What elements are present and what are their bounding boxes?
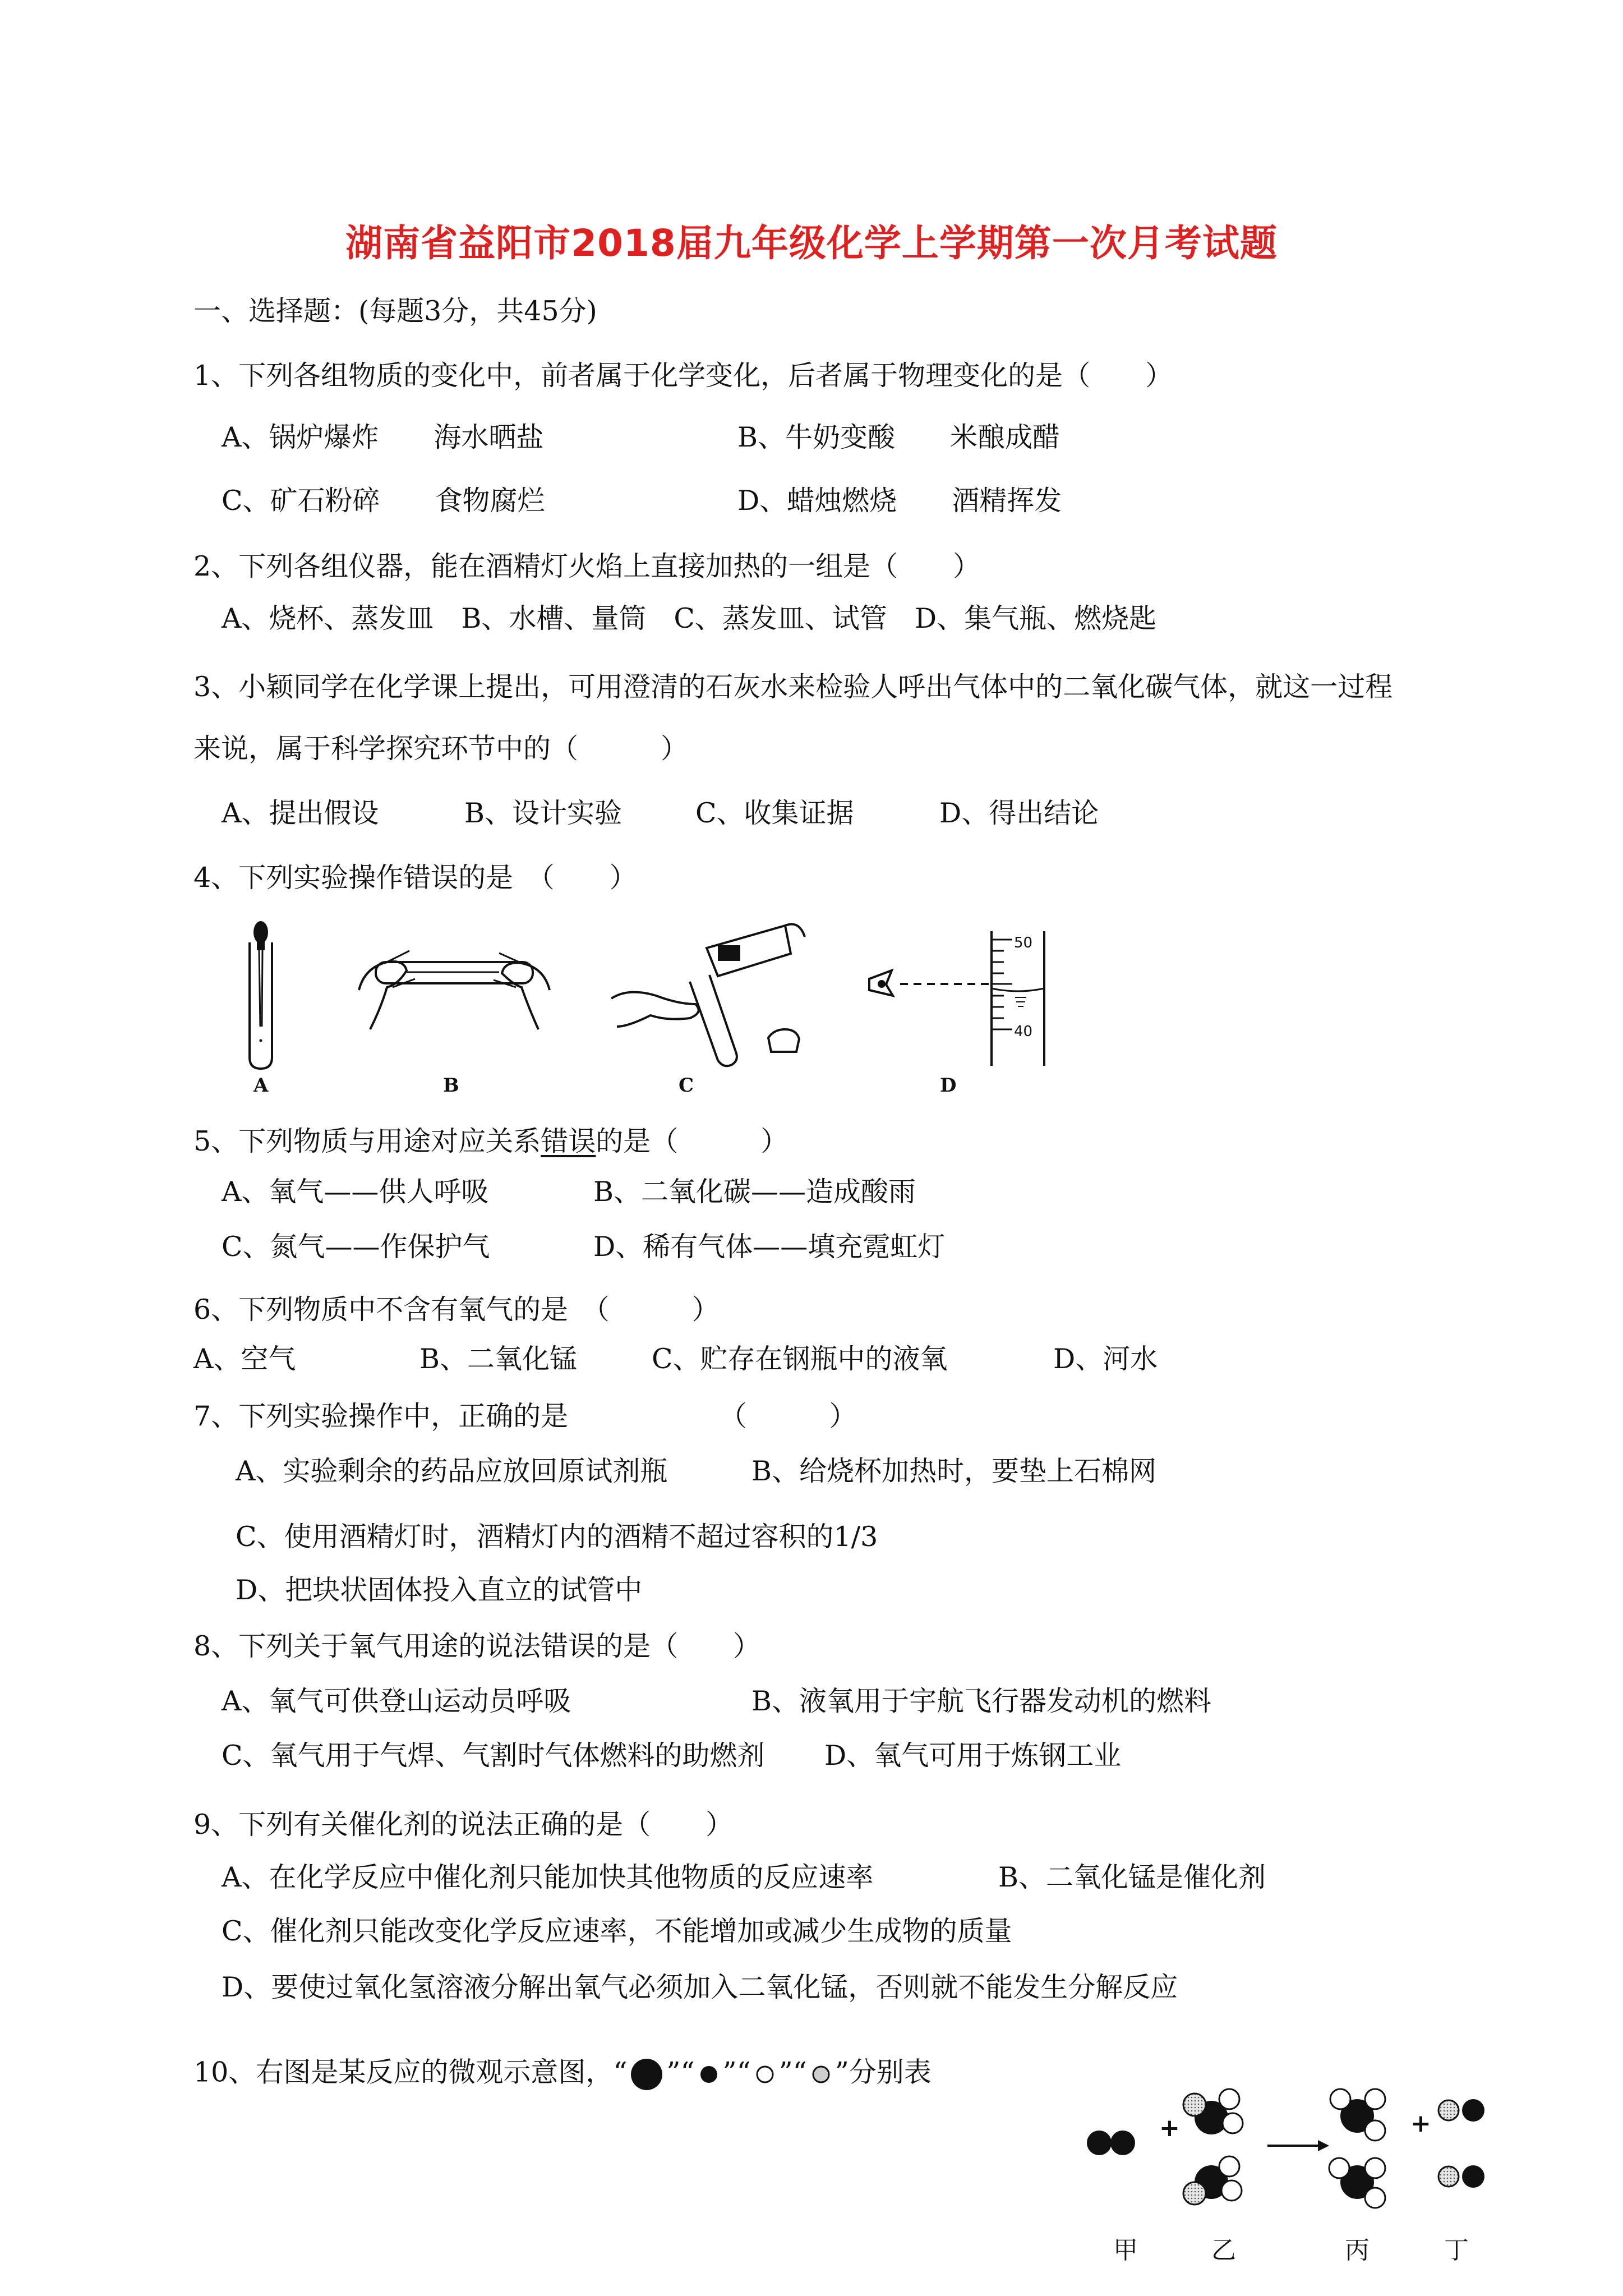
- svg-text:+: +: [1159, 2114, 1180, 2142]
- q2-options: A、烧杯、蒸发皿 B、水槽、量筒 C、蒸发皿、试管 D、集气瓶、燃烧匙: [222, 602, 1157, 634]
- question-8-stem: 8、下列关于氧气用途的说法错误的是（ ）: [193, 1630, 761, 1662]
- q5-stem-post: 的是（ ）: [596, 1125, 789, 1157]
- question-7-stem: 7、下列实验操作中，正确的是 （ ）: [193, 1400, 857, 1432]
- q8-option-d: D、氧气可用于炼钢工业: [824, 1740, 1122, 1772]
- q1-option-a: A、锅炉爆炸 海水晒盐: [222, 421, 544, 453]
- dotted-atom-icon: [807, 2063, 835, 2086]
- diagram-label-ding: 丁: [1444, 2236, 1469, 2265]
- page-title: 湖南省益阳市2018届九年级化学上学期第一次月考试题: [345, 222, 1278, 265]
- question-6-stem: 6、下列物质中不含有氧气的是 （ ）: [193, 1294, 720, 1326]
- figure-4c-pouring-into-tube: [606, 914, 808, 1071]
- q1-option-b: B、牛奶变酸 米酿成醋: [737, 421, 1061, 453]
- q1-option-d: D、蜡烛燃烧 酒精挥发: [737, 485, 1062, 517]
- question-9-stem: 9、下列有关催化剂的说法正确的是（ ）: [193, 1809, 734, 1841]
- diagram-label-bing: 丙: [1345, 2236, 1370, 2265]
- q10-stem-a: 10、右图是某反应的微观示意图，“: [193, 2056, 628, 2088]
- question-10-stem: [193, 2058, 932, 2091]
- question-1-stem: 1、下列各组物质的变化中，前者属于化学变化，后者属于物理变化的是（ ）: [193, 360, 1173, 392]
- q3-option-c: C、收集证据: [695, 797, 854, 829]
- q3-option-b: B、设计实验: [464, 797, 623, 829]
- q7-option-d: D、把块状固体投入直立的试管中: [236, 1574, 643, 1606]
- q8-option-c: C、氧气用于气焊、气割时气体燃料的助燃剂: [222, 1740, 765, 1772]
- q1-option-c: C、矿石粉碎 食物腐烂: [222, 485, 545, 517]
- figure-4a-label: A: [253, 1074, 269, 1097]
- q5-option-b: B、二氧化碳——造成酸雨: [593, 1176, 916, 1208]
- question-3-stem-line2: 来说，属于科学探究环节中的（ ）: [193, 733, 689, 765]
- q5-option-a: A、氧气——供人呼吸: [222, 1176, 489, 1208]
- q6-option-b: B、二氧化锰: [419, 1343, 578, 1375]
- reaction-micro-diagram: [1082, 2076, 1497, 2233]
- question-3-stem-line1: 3、小颖同学在化学课上提出，可用澄清的石灰水来检验人呼出气体中的二氧化碳气体，就这一过程: [193, 671, 1393, 703]
- q7-option-c: C、使用酒精灯时，酒精灯内的酒精不超过容积的1/3: [236, 1521, 878, 1553]
- large-black-atom-icon: [627, 2058, 666, 2091]
- figure-4a-dropper-in-tube: [236, 920, 292, 1071]
- q3-option-a: A、提出假设: [222, 797, 379, 829]
- cylinder-mark-top: 50: [1014, 935, 1033, 951]
- question-4-stem: 4、下列实验操作错误的是 （ ）: [193, 862, 637, 894]
- q10-stem-d: ”“: [778, 2056, 807, 2088]
- q7-option-a: A、实验剩余的药品应放回原试剂瓶: [236, 1455, 668, 1487]
- q9-option-a: A、在化学反应中催化剂只能加快其他物质的反应速率: [222, 1861, 874, 1893]
- small-black-atom-icon: [695, 2063, 723, 2086]
- cylinder-mark-bottom: 40: [1014, 1023, 1033, 1040]
- figure-4b-hands-holding-tube: [353, 928, 555, 1041]
- q5-stem-underlined: 错误: [541, 1125, 596, 1157]
- question-5-stem: [193, 1125, 789, 1157]
- section-heading: 一、选择题：(每题3分，共45分): [193, 295, 597, 327]
- q10-stem-b: ”“: [666, 2056, 695, 2088]
- q9-option-d: D、要使过氧化氢溶液分解出氧气必须加入二氧化锰，否则就不能发生分解反应: [222, 1971, 1178, 2003]
- q9-option-b: B、二氧化锰是催化剂: [998, 1861, 1266, 1893]
- q10-stem-c: ”“: [722, 2056, 751, 2088]
- diagram-label-yi: 乙: [1211, 2236, 1236, 2265]
- q8-option-a: A、氧气可供登山运动员呼吸: [222, 1685, 571, 1717]
- figure-4d-label: D: [940, 1074, 957, 1097]
- white-atom-icon: [751, 2063, 779, 2086]
- svg-text:+: +: [1410, 2109, 1431, 2138]
- q10-stem-e: ”分别表: [834, 2056, 932, 2088]
- q5-option-c: C、氮气——作保护气: [222, 1231, 490, 1263]
- q5-option-d: D、稀有气体——填充霓虹灯: [593, 1231, 946, 1263]
- q6-option-a: A、空气: [193, 1343, 296, 1375]
- q5-stem-pre: 5、下列物质与用途对应关系: [193, 1125, 541, 1157]
- question-2-stem: 2、下列各组仪器，能在酒精灯火焰上直接加热的一组是（ ）: [193, 550, 981, 582]
- q3-option-d: D、得出结论: [939, 797, 1099, 829]
- figure-4b-label: B: [443, 1074, 459, 1097]
- q8-option-b: B、液氧用于宇航飞行器发动机的燃料: [751, 1685, 1212, 1717]
- figure-4c-label: C: [679, 1074, 694, 1097]
- q9-option-c: C、催化剂只能改变化学反应速率，不能增加或减少生成物的质量: [222, 1915, 1012, 1947]
- q7-option-b: B、给烧杯加热时，要垫上石棉网: [751, 1455, 1157, 1487]
- q6-option-c: C、贮存在钢瓶中的液氧: [652, 1343, 948, 1375]
- q6-option-d: D、河水: [1053, 1343, 1158, 1375]
- diagram-label-jia: 甲: [1113, 2236, 1138, 2265]
